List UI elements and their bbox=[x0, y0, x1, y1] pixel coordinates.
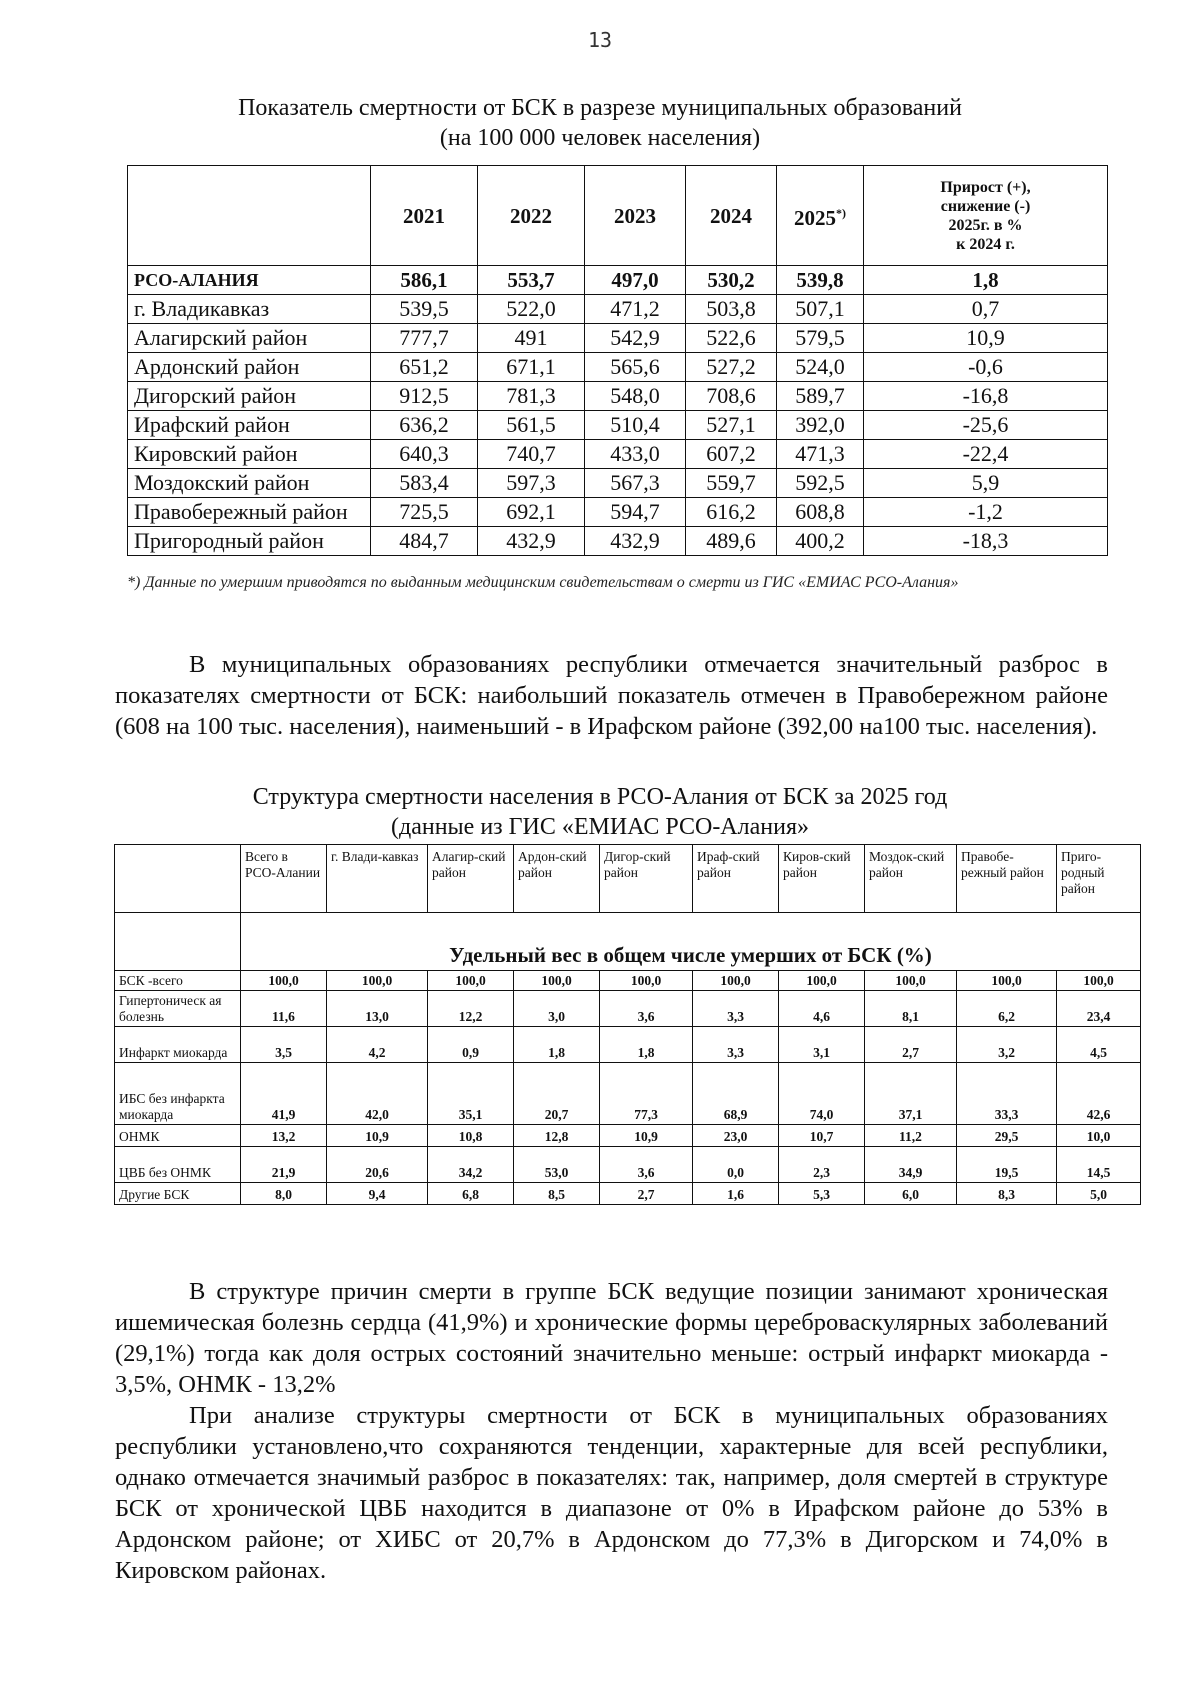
share-cell: 10,0 bbox=[1057, 1125, 1141, 1147]
value-cell-2021: 636,2 bbox=[371, 411, 478, 440]
share-cell: 1,6 bbox=[693, 1183, 779, 1205]
value-cell-2022: 597,3 bbox=[478, 469, 585, 498]
cause-label: ОНМК bbox=[115, 1125, 241, 1147]
share-cell: 29,5 bbox=[957, 1125, 1057, 1147]
growth-cell: -1,2 bbox=[864, 498, 1108, 527]
share-cell: 23,4 bbox=[1057, 991, 1141, 1027]
paragraph-2: В структуре причин смерти в группе БСК ведущие позиции занимают хроническая ишемическая болезнь сердца (41,9%) и хронические формы цереброваскулярных заболеваний (29,1%) тогда как доля острых состояний значительно меньше: острый инфаркт миокарда - 3,5%, ОНМК - 13,2% bbox=[115, 1278, 1108, 1398]
table2-row bbox=[115, 1147, 1141, 1183]
value-cell-2021: 586,1 bbox=[371, 266, 478, 295]
table1-header-2024: 2024 bbox=[686, 166, 777, 266]
table2-header-row bbox=[115, 845, 1141, 913]
share-cell: 6,2 bbox=[957, 991, 1057, 1027]
value-cell-2024: 616,2 bbox=[686, 498, 777, 527]
district-name: Правобережный район bbox=[128, 498, 371, 527]
table1-header-2025: 2025*) bbox=[777, 166, 864, 266]
share-cell: 6,8 bbox=[428, 1183, 514, 1205]
value-cell-2023: 542,9 bbox=[585, 324, 686, 353]
share-cell: 35,1 bbox=[428, 1063, 514, 1125]
share-cell: 8,1 bbox=[865, 991, 957, 1027]
table2-row bbox=[115, 1027, 1141, 1063]
value-cell-2025: 471,3 bbox=[777, 440, 864, 469]
growth-cell: -25,6 bbox=[864, 411, 1108, 440]
share-cell: 100,0 bbox=[1057, 971, 1141, 991]
value-cell-2023: 548,0 bbox=[585, 382, 686, 411]
value-cell-2023: 510,4 bbox=[585, 411, 686, 440]
footnote-marker: *) bbox=[836, 206, 846, 220]
value-cell-2023: 567,3 bbox=[585, 469, 686, 498]
table2-column-header: Алагир-ский район bbox=[428, 845, 514, 913]
district-name: Пригородный район bbox=[128, 527, 371, 556]
share-cell: 53,0 bbox=[514, 1147, 600, 1183]
cause-label: ЦВБ без ОНМК bbox=[115, 1147, 241, 1183]
share-cell: 100,0 bbox=[428, 971, 514, 991]
table1-row bbox=[128, 469, 1108, 498]
table2-row bbox=[115, 1125, 1141, 1147]
share-cell: 3,3 bbox=[693, 991, 779, 1027]
structure-table bbox=[114, 844, 1141, 1205]
share-cell: 100,0 bbox=[241, 971, 327, 991]
share-cell: 0,9 bbox=[428, 1027, 514, 1063]
table2-title-line1: Структура смертности населения в РСО-Алания от БСК за 2025 год bbox=[252, 784, 948, 810]
value-cell-2022: 671,1 bbox=[478, 353, 585, 382]
value-cell-2024: 530,2 bbox=[686, 266, 777, 295]
share-cell: 2,7 bbox=[600, 1183, 693, 1205]
value-cell-2025: 507,1 bbox=[777, 295, 864, 324]
table2-column-header: Киров-ский район bbox=[779, 845, 865, 913]
table2-caption-empty-cell bbox=[115, 913, 241, 971]
table1-row bbox=[128, 382, 1108, 411]
cause-label: ИБС без инфаркта миокарда bbox=[115, 1063, 241, 1125]
value-cell-2021: 539,5 bbox=[371, 295, 478, 324]
value-cell-2025: 608,8 bbox=[777, 498, 864, 527]
value-cell-2023: 433,0 bbox=[585, 440, 686, 469]
table2-column-header: Приго-родный район bbox=[1057, 845, 1141, 913]
cause-label: БСК -всего bbox=[115, 971, 241, 991]
share-cell: 3,0 bbox=[514, 991, 600, 1027]
value-cell-2023: 432,9 bbox=[585, 527, 686, 556]
value-cell-2024: 708,6 bbox=[686, 382, 777, 411]
value-cell-2021: 484,7 bbox=[371, 527, 478, 556]
share-cell: 19,5 bbox=[957, 1147, 1057, 1183]
paragraph-3: При анализе структуры смертности от БСК в муниципальных образованиях республики установлено,что сохраняются тенденции, характерные для всей республики, однако отмечается значимый разброс в показателях: так, например, доля смертей в структуре БСК от хронической ЦВБ находится в диапазоне от 0% в Ирафском районе до 53% в Ардонском районе; от ХИБС от 20,7% в Ардонском до 77,3% в Дигорском и 74,0% в Кировском районах. bbox=[115, 1402, 1108, 1584]
value-cell-2022: 692,1 bbox=[478, 498, 585, 527]
share-cell: 8,3 bbox=[957, 1183, 1057, 1205]
value-cell-2022: 491 bbox=[478, 324, 585, 353]
share-cell: 3,1 bbox=[779, 1027, 865, 1063]
table1-row bbox=[128, 353, 1108, 382]
share-cell: 13,2 bbox=[241, 1125, 327, 1147]
share-cell: 100,0 bbox=[693, 971, 779, 991]
table1-row bbox=[128, 440, 1108, 469]
value-cell-2022: 432,9 bbox=[478, 527, 585, 556]
cause-label: Инфаркт миокарда bbox=[115, 1027, 241, 1063]
table2-caption-row bbox=[115, 913, 1141, 971]
value-cell-2024: 559,7 bbox=[686, 469, 777, 498]
value-cell-2023: 594,7 bbox=[585, 498, 686, 527]
district-name: г. Владикавказ bbox=[128, 295, 371, 324]
value-cell-2022: 553,7 bbox=[478, 266, 585, 295]
growth-cell: -18,3 bbox=[864, 527, 1108, 556]
table1-corner-cell bbox=[128, 166, 371, 266]
value-cell-2021: 725,5 bbox=[371, 498, 478, 527]
share-cell: 10,9 bbox=[327, 1125, 428, 1147]
value-cell-2023: 497,0 bbox=[585, 266, 686, 295]
table1-row bbox=[128, 498, 1108, 527]
share-cell: 9,4 bbox=[327, 1183, 428, 1205]
value-cell-2024: 522,6 bbox=[686, 324, 777, 353]
share-cell: 13,0 bbox=[327, 991, 428, 1027]
table2-title-line2: (данные из ГИС «ЕМИАС РСО-Алания» bbox=[391, 814, 809, 840]
table1-header-2021: 2021 bbox=[371, 166, 478, 266]
share-cell: 3,6 bbox=[600, 1147, 693, 1183]
table2-row bbox=[115, 1183, 1141, 1205]
district-name: РСО-АЛАНИЯ bbox=[128, 266, 371, 295]
growth-cell: 5,9 bbox=[864, 469, 1108, 498]
share-cell: 4,2 bbox=[327, 1027, 428, 1063]
share-cell: 77,3 bbox=[600, 1063, 693, 1125]
value-cell-2025: 524,0 bbox=[777, 353, 864, 382]
share-cell: 2,7 bbox=[865, 1027, 957, 1063]
growth-cell: 10,9 bbox=[864, 324, 1108, 353]
share-cell: 100,0 bbox=[865, 971, 957, 991]
district-name: Кировский район bbox=[128, 440, 371, 469]
table1-title-line2: (на 100 000 человек населения) bbox=[439, 125, 761, 151]
value-cell-2021: 912,5 bbox=[371, 382, 478, 411]
share-cell: 74,0 bbox=[779, 1063, 865, 1125]
value-cell-2022: 781,3 bbox=[478, 382, 585, 411]
share-cell: 5,3 bbox=[779, 1183, 865, 1205]
share-cell: 3,2 bbox=[957, 1027, 1057, 1063]
growth-cell: -16,8 bbox=[864, 382, 1108, 411]
paragraph-1: В муниципальных образованиях республики отмечается значительный разброс в показателях смертности от БСК: наибольший показатель отмечен в Правобережном районе (608 на 100 тыс. населения), наименьший - в Ирафском районе (392,00 на100 тыс. населения). bbox=[115, 651, 1108, 740]
share-cell: 21,9 bbox=[241, 1147, 327, 1183]
value-cell-2021: 640,3 bbox=[371, 440, 478, 469]
value-cell-2025: 400,2 bbox=[777, 527, 864, 556]
share-cell: 11,2 bbox=[865, 1125, 957, 1147]
share-cell: 12,8 bbox=[514, 1125, 600, 1147]
share-cell: 100,0 bbox=[514, 971, 600, 991]
value-cell-2022: 522,0 bbox=[478, 295, 585, 324]
table1-header-growth: Прирост (+), снижение (-) 2025г. в % к 2024 г. bbox=[864, 166, 1108, 266]
share-cell: 100,0 bbox=[327, 971, 428, 991]
value-cell-2022: 561,5 bbox=[478, 411, 585, 440]
mortality-table bbox=[127, 165, 1108, 556]
share-cell: 12,2 bbox=[428, 991, 514, 1027]
table2-column-header: г. Влади-кавказ bbox=[327, 845, 428, 913]
value-cell-2021: 777,7 bbox=[371, 324, 478, 353]
share-cell: 41,9 bbox=[241, 1063, 327, 1125]
share-cell: 34,2 bbox=[428, 1147, 514, 1183]
share-cell: 20,6 bbox=[327, 1147, 428, 1183]
growth-cell: 0,7 bbox=[864, 295, 1108, 324]
value-cell-2024: 607,2 bbox=[686, 440, 777, 469]
table1-row bbox=[128, 266, 1108, 295]
table2-caption: Удельный вес в общем числе умерших от БСК (%) bbox=[241, 913, 1141, 971]
value-cell-2025: 579,5 bbox=[777, 324, 864, 353]
share-cell: 8,0 bbox=[241, 1183, 327, 1205]
table2-corner-cell bbox=[115, 845, 241, 913]
page-number: 13 bbox=[587, 28, 613, 52]
cause-label: Гипертоническ ая болезнь bbox=[115, 991, 241, 1027]
share-cell: 34,9 bbox=[865, 1147, 957, 1183]
table1-footnote: *) Данные по умершим приводятся по выданным медицинским свидетельствам о смерти из ГИС «ЕМИАС РСО-Алания» bbox=[127, 574, 959, 591]
table2-column-header: Ираф-ский район bbox=[693, 845, 779, 913]
share-cell: 5,0 bbox=[1057, 1183, 1141, 1205]
table2-row bbox=[115, 1063, 1141, 1125]
table2-row bbox=[115, 971, 1141, 991]
value-cell-2021: 583,4 bbox=[371, 469, 478, 498]
share-cell: 3,3 bbox=[693, 1027, 779, 1063]
value-cell-2024: 527,2 bbox=[686, 353, 777, 382]
share-cell: 1,8 bbox=[514, 1027, 600, 1063]
share-cell: 68,9 bbox=[693, 1063, 779, 1125]
share-cell: 3,5 bbox=[241, 1027, 327, 1063]
share-cell: 2,3 bbox=[779, 1147, 865, 1183]
share-cell: 20,7 bbox=[514, 1063, 600, 1125]
share-cell: 8,5 bbox=[514, 1183, 600, 1205]
share-cell: 11,6 bbox=[241, 991, 327, 1027]
district-name: Ардонский район bbox=[128, 353, 371, 382]
table2-column-header: Ардон-ский район bbox=[514, 845, 600, 913]
table1-header-2023: 2023 bbox=[585, 166, 686, 266]
table2-column-header: Всего в РСО-Алании bbox=[241, 845, 327, 913]
share-cell: 0,0 bbox=[693, 1147, 779, 1183]
value-cell-2024: 527,1 bbox=[686, 411, 777, 440]
table1-header-row bbox=[128, 166, 1108, 266]
table2-column-header: Моздок-ский район bbox=[865, 845, 957, 913]
share-cell: 37,1 bbox=[865, 1063, 957, 1125]
share-cell: 42,0 bbox=[327, 1063, 428, 1125]
share-cell: 10,8 bbox=[428, 1125, 514, 1147]
district-name: Ирафский район bbox=[128, 411, 371, 440]
share-cell: 14,5 bbox=[1057, 1147, 1141, 1183]
share-cell: 42,6 bbox=[1057, 1063, 1141, 1125]
share-cell: 33,3 bbox=[957, 1063, 1057, 1125]
table1-row bbox=[128, 527, 1108, 556]
district-name: Моздокский район bbox=[128, 469, 371, 498]
share-cell: 100,0 bbox=[957, 971, 1057, 991]
growth-cell: 1,8 bbox=[864, 266, 1108, 295]
share-cell: 10,9 bbox=[600, 1125, 693, 1147]
share-cell: 100,0 bbox=[779, 971, 865, 991]
share-cell: 23,0 bbox=[693, 1125, 779, 1147]
table2-row bbox=[115, 991, 1141, 1027]
value-cell-2022: 740,7 bbox=[478, 440, 585, 469]
share-cell: 100,0 bbox=[600, 971, 693, 991]
value-cell-2023: 471,2 bbox=[585, 295, 686, 324]
share-cell: 4,6 bbox=[779, 991, 865, 1027]
share-cell: 1,8 bbox=[600, 1027, 693, 1063]
growth-cell: -0,6 bbox=[864, 353, 1108, 382]
value-cell-2025: 539,8 bbox=[777, 266, 864, 295]
value-cell-2021: 651,2 bbox=[371, 353, 478, 382]
cause-label: Другие БСК bbox=[115, 1183, 241, 1205]
value-cell-2025: 589,7 bbox=[777, 382, 864, 411]
table2-column-header: Правобе-режный район bbox=[957, 845, 1057, 913]
share-cell: 4,5 bbox=[1057, 1027, 1141, 1063]
value-cell-2023: 565,6 bbox=[585, 353, 686, 382]
table1-title-line1: Показатель смертности от БСК в разрезе муниципальных образований bbox=[238, 95, 962, 121]
growth-cell: -22,4 bbox=[864, 440, 1108, 469]
share-cell: 6,0 bbox=[865, 1183, 957, 1205]
table1-row bbox=[128, 324, 1108, 353]
table1-row bbox=[128, 295, 1108, 324]
value-cell-2024: 503,8 bbox=[686, 295, 777, 324]
district-name: Дигорский район bbox=[128, 382, 371, 411]
share-cell: 3,6 bbox=[600, 991, 693, 1027]
value-cell-2025: 592,5 bbox=[777, 469, 864, 498]
table1-row bbox=[128, 411, 1108, 440]
share-cell: 10,7 bbox=[779, 1125, 865, 1147]
table2-column-header: Дигор-ский район bbox=[600, 845, 693, 913]
district-name: Алагирский район bbox=[128, 324, 371, 353]
value-cell-2025: 392,0 bbox=[777, 411, 864, 440]
value-cell-2024: 489,6 bbox=[686, 527, 777, 556]
table1-header-2022: 2022 bbox=[478, 166, 585, 266]
